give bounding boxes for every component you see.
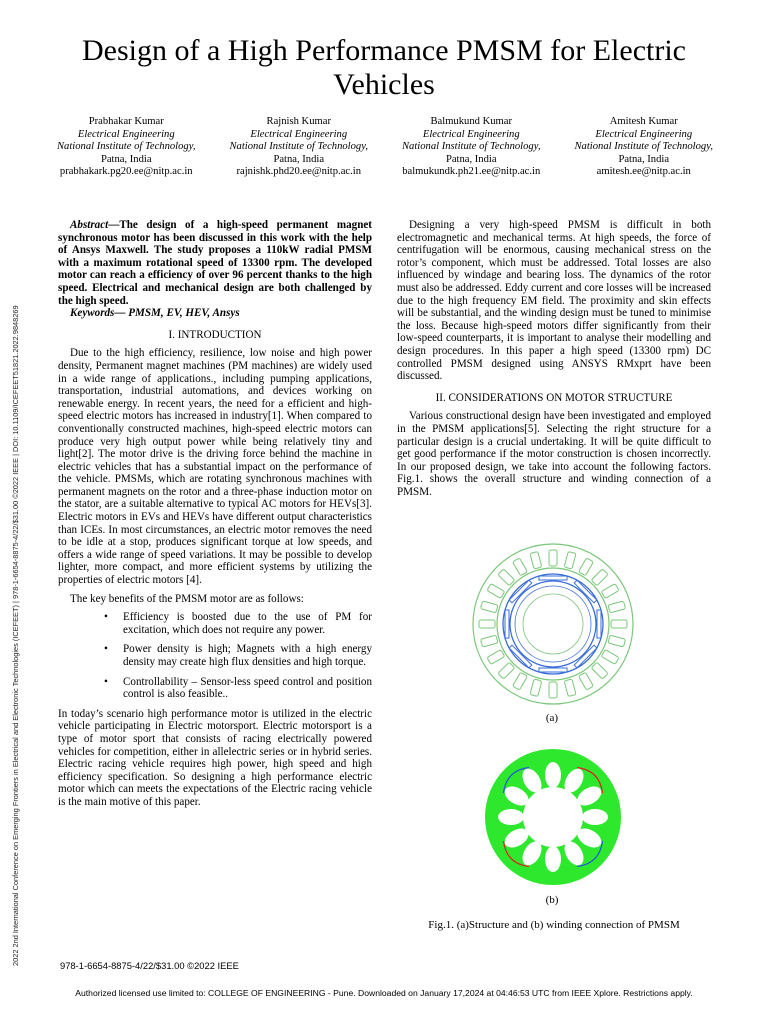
- figure-motor-structure: [468, 543, 638, 706]
- stator-slot: [564, 551, 576, 569]
- list-item: • Controllability – Sensor-less speed control and position control is also feasible..: [58, 676, 372, 701]
- figure-winding-connection: [484, 746, 622, 888]
- author-3: [385, 116, 558, 179]
- rotor-magnet: [574, 645, 597, 668]
- stator-slot: [498, 662, 515, 679]
- stator-slot: [487, 584, 505, 599]
- rotor-magnet: [505, 610, 509, 638]
- copyright-footer: 978-1-6654-8875-4/22/$31.00 ©2022 IEEE: [60, 960, 239, 971]
- benefits-list: [58, 611, 372, 701]
- intro-paragraph-1: Due to the high efficiency, resilience, low noise and high power density, Permanent magnet machines (PM machines) are widely used in a wide range of applications., including pumping applications, transportation, industrial automations, and devices working on renewable energy. In recent years, the need for a efficient and high-speed electric motors has increased in industry[1]. When compared to conventionally constructed machines, high-speed electric motors can produce very high output power while being relatively tiny and light[2]. The motor drive is the driving force behind the machine in electric vehicles that has a substantial impact on the performance of the vehicle. PMSMs, which are rotating synchronous machines with permanent magnets on the rotor and a three-phase induction motor on the stator, are a suitable alternative to typical AC motors for HEVs[3]. Electric motors in EVs and HEVs have different output characteristics than ICEs. In most circumstances, an electric motor removes the need to be idle at a stop, produces significant torque at low speeds, and offers a wide range of speed variations. It may be possible to develop lighter, more compact, and more efficient systems by utilizing the properties of electric motors [4].: [58, 347, 372, 587]
- intro-paragraph-2: The key benefits of the PMSM motor are as follows:: [70, 592, 304, 605]
- rotor-magnet: [509, 645, 532, 668]
- stator-slot: [487, 650, 505, 665]
- author-name: Balmukund Kumar: [430, 116, 512, 127]
- rotor-magnet: [539, 668, 567, 672]
- stator-tooth-slot: [545, 846, 561, 872]
- abstract: [58, 219, 372, 307]
- abstract-label: Abstract: [70, 219, 109, 231]
- stator-slot: [513, 672, 528, 690]
- author-inst: National Institute of Technology,: [229, 141, 368, 153]
- author-city: Patna, India: [273, 153, 325, 165]
- abstract-text: —The design of a high-speed permanent magnet synchronous motor has been discussed in this work with the help of Ansys Maxwell. The study proposes a 110kW radial PMSM with a maximum rotational speed of 13300 rpm. The developed motor can reach a efficiency of over 96 percent thanks to the high speed. Electrical and mechanical design are both challenged by the high speed.: [58, 219, 372, 307]
- left-column: [58, 219, 372, 809]
- author-city: Patna, India: [100, 153, 152, 165]
- author-email[interactable]: rajnishk.phd20.ee@nitp.ac.in: [236, 166, 361, 178]
- rotor-magnet: [509, 580, 532, 603]
- author-dept: Electrical Engineering: [595, 128, 693, 140]
- conference-sidebar: 2022 2nd International Conference on Emerging Frontiers in Electrical and Electronic Technologies (ICEFEET) | 978-1-6654-8875-4/22/$31.00 ©2022 IEEE | DOI: 10.1109/ICEFEET51821.2022.9848269: [11, 305, 20, 966]
- author-1: [40, 116, 213, 179]
- paper-title: Design of a High Performance PMSM for Electric Vehicles: [81, 34, 686, 101]
- stator-slot: [530, 679, 542, 697]
- stator-slot: [530, 551, 542, 569]
- right-column: [397, 219, 711, 498]
- author-name: Rajnish Kumar: [266, 116, 331, 127]
- figure-a-label: (a): [545, 712, 559, 724]
- stator-tooth-slot: [545, 762, 561, 788]
- section-heading-structure: II. CONSIDERATIONS ON MOTOR STRUCTURE: [435, 391, 673, 404]
- author-dept: Electrical Engineering: [422, 128, 520, 140]
- author-email[interactable]: amitesh.ee@nitp.ac.in: [596, 166, 691, 178]
- author-city: Patna, India: [618, 153, 670, 165]
- author-block: [40, 116, 730, 179]
- stator-tooth-slot: [582, 809, 608, 825]
- figure-caption: Fig.1. (a)Structure and (b) winding connection of PMSM: [428, 919, 680, 931]
- keywords: Keywords— PMSM, EV, HEV, Ansys: [70, 307, 240, 320]
- stator-slot: [480, 635, 498, 647]
- stator-slot: [579, 558, 594, 576]
- author-2: [213, 116, 386, 179]
- author-dept: Electrical Engineering: [77, 128, 175, 140]
- intro-paragraph-3: In today’s scenario high performance motor is utilized in the electric vehicle participating in Electric motorsport. Electric motorsport is a type of motor sport that consists of racing electrically powered vehicles for competition, either in allelectric series or in hybrid series. Electric racing vehicle requires high power, high speed and high efficiency specification. So designing a high performance electric motor which can meets the expectations of the Electric racing vehicle is the main motive of this paper.: [58, 707, 372, 808]
- stator-slot: [479, 620, 495, 628]
- stator-slot: [564, 679, 576, 697]
- right-paragraph-1: Designing a very high-speed PMSM is difficult in both electromagnetic and mechanical terms. At high speeds, the force of centrifugation will be enormous, causing mechanical stress on the rotor’s component, which must be addressed. Total losses are also influenced by windage and bearing loss. The dynamics of the rotor must also be addressed. Eddy current and core losses will be increased due to the high frequency EM field. The proximity and skin effects will be substantial, and the winding design must be tuned to minimise the loss. Because high-speed motors differ significantly from their low-speed counterparts, it is important to analyse their modelling and design procedures. In this paper a high speed (13300 rpm) DC controlled PMSM designed using ANSYS RMxprt have been discussed.: [397, 219, 711, 383]
- rotor-magnet: [539, 576, 567, 580]
- author-inst: National Institute of Technology,: [574, 141, 713, 153]
- license-footer: Authorized licensed use limited to: COLLEGE OF ENGINEERING - Pune. Downloaded on January 17,2024 at 04:46:53 UTC from IEEE Xplore. Restrictions apply.: [75, 988, 693, 998]
- stator-tooth-slot: [498, 809, 524, 825]
- right-paragraph-2: Various constructional design have been investigated and employed in the PMSM applications[5]. Selecting the right structure for a particular design is a crucial undertaking. It will be quite difficult to get good performance if the motor construction is chosen incorrectly. In our proposed design, we take into account the following factors. Fig.1. shows the overall structure and winding connection of a PMSM.: [397, 410, 711, 498]
- stator-slot: [608, 601, 626, 613]
- stator-slot: [549, 682, 557, 698]
- list-item: • Power density is high; Magnets with a high energy density may create high flux densities and high torque.: [58, 643, 372, 668]
- figure-b-label: (b): [545, 894, 559, 906]
- stator-slot: [498, 569, 515, 586]
- list-item: • Efficiency is boosted due to the use of PM for excitation, which does not require any power.: [58, 611, 372, 636]
- rotor-magnet: [597, 610, 601, 638]
- author-email[interactable]: balmukundk.ph21.ee@nitp.ac.in: [402, 166, 541, 178]
- author-inst: National Institute of Technology,: [56, 141, 196, 153]
- stator-slot: [601, 650, 619, 665]
- author-email[interactable]: prabhakark.pg20.ee@nitp.ac.in: [59, 166, 193, 178]
- stator-slot: [579, 672, 594, 690]
- section-heading-introduction: I. INTRODUCTION: [168, 328, 262, 341]
- stator-slot: [601, 584, 619, 599]
- rotor-magnet: [574, 580, 597, 603]
- author-name: Prabhakar Kumar: [88, 116, 164, 127]
- author-4: [558, 116, 731, 179]
- stator-slot: [549, 550, 557, 566]
- stator-slot: [608, 635, 626, 647]
- author-city: Patna, India: [445, 153, 497, 165]
- stator-slot: [480, 601, 498, 613]
- author-name: Amitesh Kumar: [609, 116, 678, 127]
- stator-slot: [591, 662, 608, 679]
- author-inst: National Institute of Technology,: [401, 141, 541, 153]
- stator-slot: [513, 558, 528, 576]
- stator-slot: [611, 620, 627, 628]
- author-dept: Electrical Engineering: [250, 128, 348, 140]
- stator-slot: [591, 569, 608, 586]
